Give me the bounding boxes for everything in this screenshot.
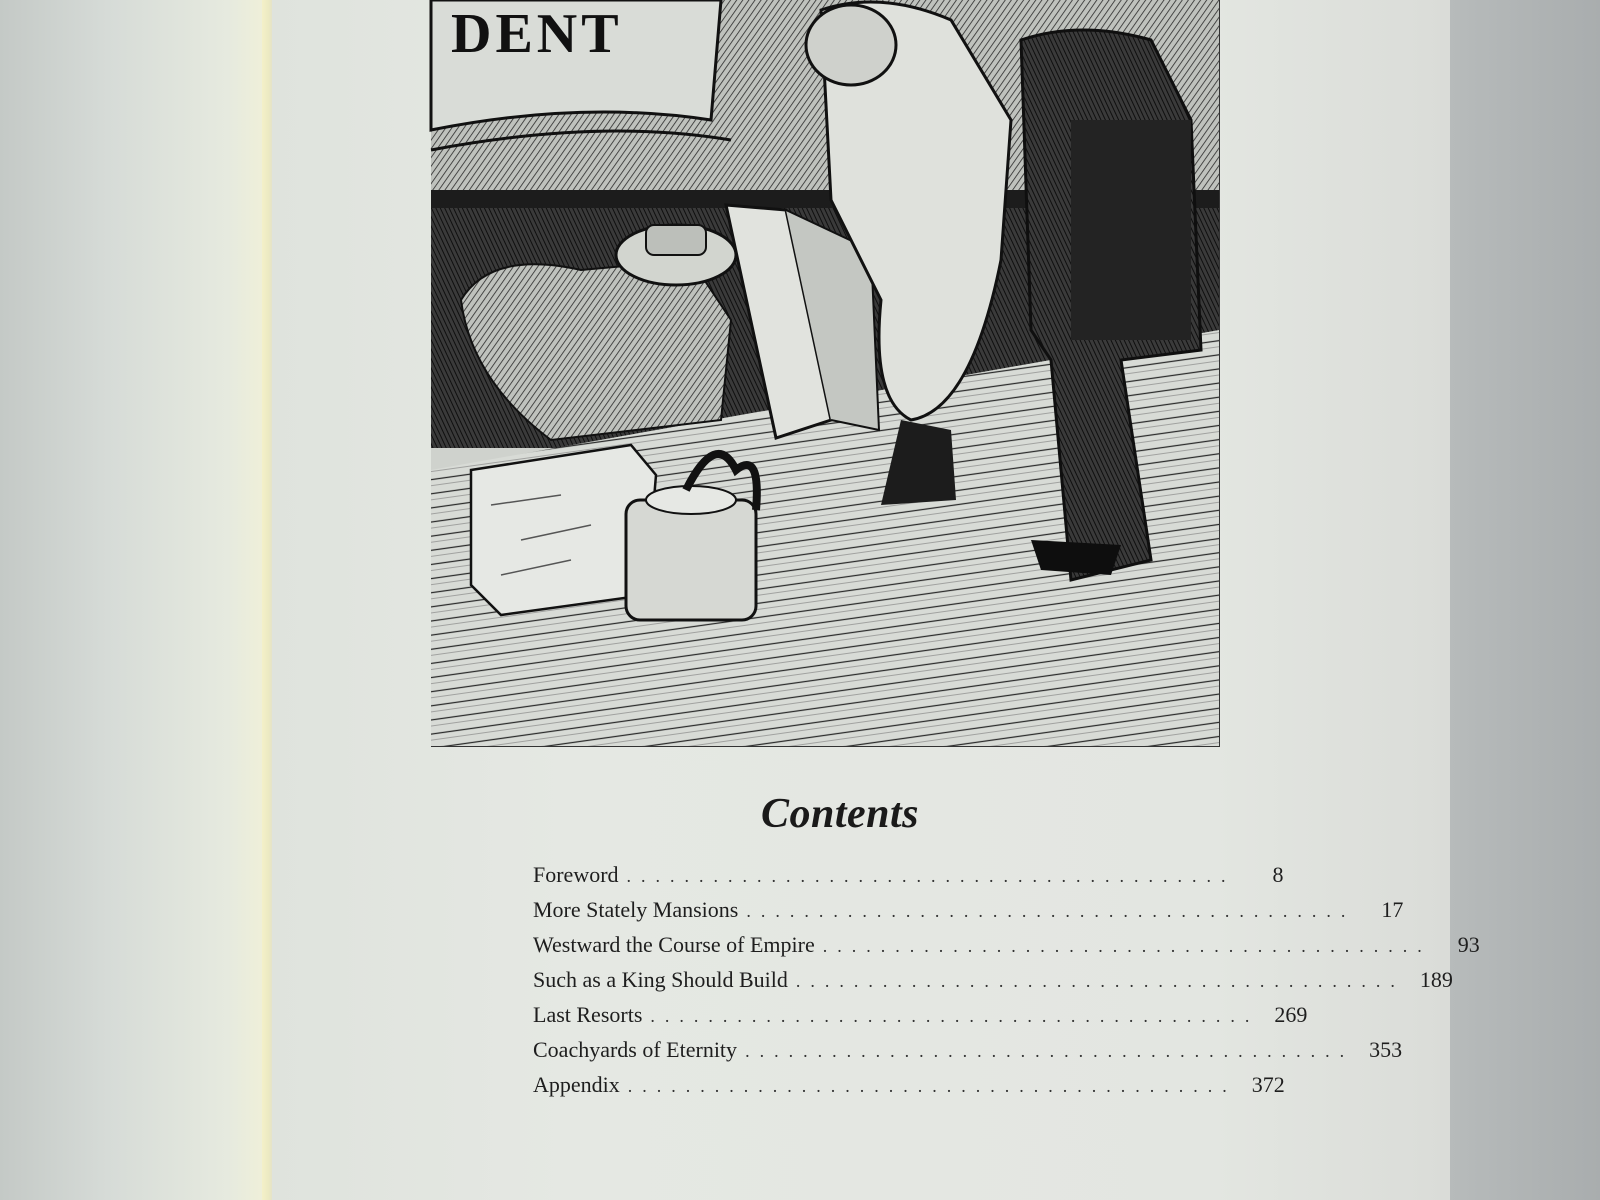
contents-heading: Contents: [760, 791, 920, 837]
toc-entry-page: 372: [1251, 1072, 1285, 1097]
toc-entry: [533, 1072, 1285, 1107]
standing-man-head: [806, 5, 896, 85]
sign-lettering: DENT: [451, 3, 623, 65]
toc-entry-page: 189: [1419, 967, 1453, 992]
engraving-illustration: [431, 0, 1220, 747]
toc-leader-dots: ..........................................: [627, 1076, 1237, 1096]
toc-entry-title: Coachyards of Eternity: [533, 1037, 738, 1062]
toc-entry-page: 269: [1274, 1002, 1308, 1027]
toc-entry: [533, 862, 1284, 897]
milk-jug: [626, 500, 756, 620]
toc-entry-page: 353: [1369, 1037, 1403, 1062]
background-surface: [1450, 0, 1600, 1200]
toc-entry-title: Foreword: [533, 862, 619, 887]
toc-entry-page: 93: [1457, 932, 1480, 957]
toc-entry-title: Appendix: [533, 1072, 620, 1097]
toc-entry-title: Such as a King Should Build: [533, 967, 788, 992]
toc-entry: [533, 1037, 1403, 1072]
toc-entry: [533, 897, 1404, 932]
toc-entry-page: 8: [1272, 862, 1284, 887]
toc-leader-dots: ..........................................: [650, 1006, 1260, 1026]
toc-leader-dots: ..........................................: [822, 936, 1432, 956]
toc-entry: [533, 932, 1480, 967]
toc-leader-dots: ..........................................: [745, 1041, 1355, 1061]
table-of-contents: [533, 862, 1480, 1107]
toc-entry-title: More Stately Mansions: [533, 897, 739, 922]
toc-entry: [533, 1002, 1308, 1037]
toc-entry: [533, 967, 1453, 1002]
left-page: [0, 0, 268, 1200]
toc-entry-title: Westward the Course of Empire: [533, 932, 815, 957]
toc-entry-title: Last Resorts: [533, 1002, 643, 1027]
toc-leader-dots: ..........................................: [746, 901, 1356, 921]
toc-leader-dots: ..........................................: [626, 866, 1236, 886]
toc-entry-page: 17: [1381, 897, 1404, 922]
toc-leader-dots: ..........................................: [795, 971, 1405, 991]
